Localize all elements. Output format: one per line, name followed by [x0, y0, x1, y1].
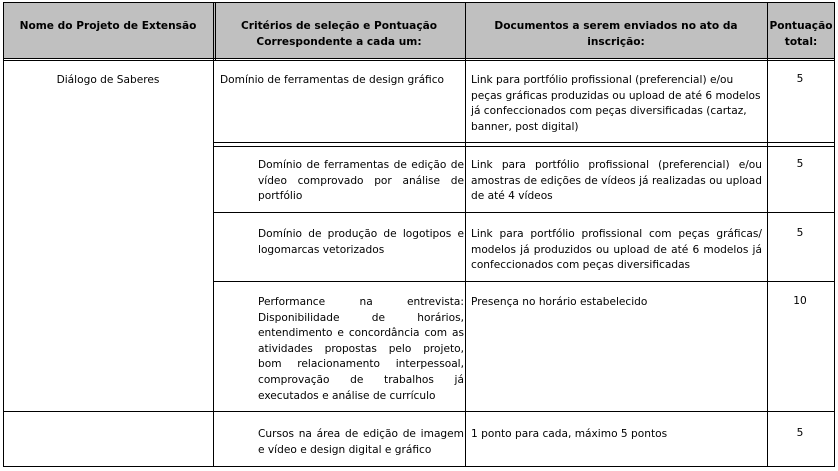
documents-cell: 1 ponto para cada, máximo 5 pontos: [471, 428, 668, 440]
header-divider: [3, 58, 835, 59]
row-divider: [3, 411, 835, 412]
header-total-score: Pontuação total:: [769, 20, 833, 48]
documents-cell: Link para portfólio profissional com peças gráficas/ modelos já produzidos ou upload de até 6 modelos já confeccionados com peças diversificadas: [471, 228, 762, 272]
table-border-top: [3, 2, 835, 3]
score-cell: 5: [796, 158, 804, 170]
documents-cell: Link para portfólio profissional (preferencial) e/ou amostras de edições de vídeos já realizadas ou upload de até 4 vídeos: [471, 159, 762, 203]
column-divider: [215, 2, 216, 61]
score-cell: 5: [796, 427, 804, 439]
header-divider-inner: [3, 60, 835, 61]
criterion-cell: Cursos na área de edição de imagem e vídeo e design digital e gráfico: [258, 428, 464, 456]
score-cell: 5: [796, 227, 804, 239]
table-border-bottom: [3, 466, 835, 467]
column-divider: [465, 2, 466, 467]
row-divider: [213, 142, 835, 143]
criterion-cell: Performance na entrevista: Disponibilidade de horários, entendimento e concordância com as atividades propostas pelo projeto, bom relacionamento interpessoal, comprovação de trabalhos já executados e análise de currículo: [258, 296, 464, 402]
header-criteria: Critérios de seleção e Pontuação Correspondente a cada um:: [240, 20, 438, 48]
score-cell: 10: [793, 295, 807, 307]
table-border-right: [834, 2, 835, 467]
column-divider: [767, 2, 768, 467]
score-cell: 5: [796, 73, 804, 85]
project-name-cell: Diálogo de Saberes: [56, 74, 160, 86]
documents-cell: Link para portfólio profissional (preferencial) e/ou peças gráficas produzidas ou upload de até 6 modelos já confeccionados com peças diversificadas (cartaz, banner, post digital): [471, 74, 761, 133]
row-divider: [213, 146, 835, 147]
header-documents: Documentos a serem enviados no ato da inscrição:: [494, 20, 738, 48]
table-border-left: [3, 2, 4, 467]
criterion-cell: Domínio de ferramentas de edição de vídeo comprovado por análise de portfólio: [258, 159, 464, 203]
column-divider: [213, 2, 214, 467]
row-divider: [213, 281, 835, 282]
row-divider: [213, 212, 835, 213]
documents-cell: Presença no horário estabelecido: [471, 296, 648, 308]
header-project-name: Nome do Projeto de Extensão: [19, 20, 197, 32]
criterion-cell: Domínio de produção de logotipos e logomarcas vetorizados: [258, 228, 464, 256]
criterion-cell: Domínio de ferramentas de design gráfico: [220, 74, 445, 86]
